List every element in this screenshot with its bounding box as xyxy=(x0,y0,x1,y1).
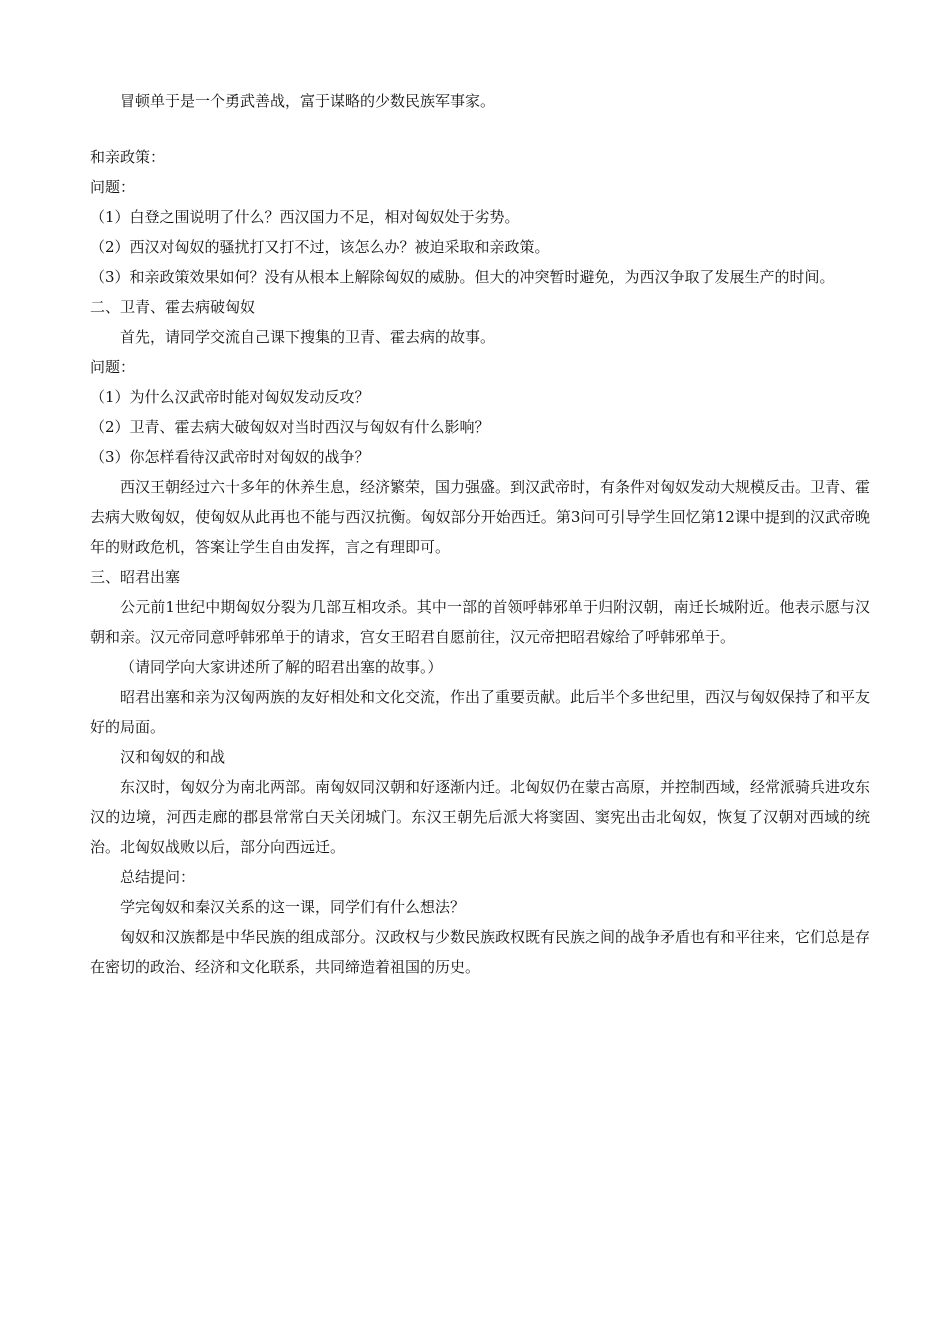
question-item: （3）你怎样看待汉武帝时对匈奴的战争？ xyxy=(90,448,370,466)
paragraph-zhaojun-impact: 昭君出塞和亲为汉匈两族的友好相处和文化交流，作出了重要贡献。此后半个多世纪里，西汉与匈奴保持了和平友好的局面。 xyxy=(90,688,871,736)
heading-heqin-policy: 和亲政策： xyxy=(90,148,166,166)
question-label: 问题： xyxy=(90,358,136,376)
section-heading-zhaojun: 三、昭君出塞 xyxy=(90,568,181,586)
paragraph-summary-question: 学完匈奴和秦汉关系的这一课，同学们有什么想法？ xyxy=(120,898,466,916)
question-item: （1）为什么汉武帝时能对匈奴发动反攻？ xyxy=(90,388,370,406)
subheading-summary: 总结提问： xyxy=(120,868,196,886)
question-item: （3）和亲政策效果如何？没有从根本上解除匈奴的威胁。但大的冲突暂时避免，为西汉争取了发展生产的时间。 xyxy=(90,268,835,286)
subheading-han-xiongnu: 汉和匈奴的和战 xyxy=(120,748,226,766)
question-item: （2）西汉对匈奴的骚扰打又打不过，该怎么办？被迫采取和亲政策。 xyxy=(90,238,550,256)
paragraph-modu: 冒顿单于是一个勇武善战，富于谋略的少数民族军事家。 xyxy=(120,92,496,110)
question-item: （1）白登之围说明了什么？西汉国力不足，相对匈奴处于劣势。 xyxy=(90,208,520,226)
paragraph-summary-answer: 匈奴和汉族都是中华民族的组成部分。汉政权与少数民族政权既有民族之间的战争矛盾也有和平往来，它们总是存在密切的政治、经济和文化联系，共同缔造着祖国的历史。 xyxy=(90,928,871,976)
question-item: （2）卫青、霍去病大破匈奴对当时西汉与匈奴有什么影响？ xyxy=(90,418,490,436)
paragraph-intro-weiqing: 首先，请同学交流自己课下搜集的卫青、霍去病的故事。 xyxy=(120,328,496,346)
document-page xyxy=(90,86,870,982)
paragraph-answer-weiqing: 西汉王朝经过六十多年的休养生息，经济繁荣，国力强盛。到汉武帝时，有条件对匈奴发动大规模反击。卫青、霍去病大败匈奴，使匈奴从此再也不能与西汉抗衡。匈奴部分开始西迁。第3问可引导学生回忆第12课中提到的汉武帝晚年的财政危机，答案让学生自由发挥，言之有理即可。 xyxy=(90,478,871,556)
section-heading-weiqing: 二、卫青、霍去病破匈奴 xyxy=(90,298,256,316)
paragraph-donghan: 东汉时，匈奴分为南北两部。南匈奴同汉朝和好逐渐内迁。北匈奴仍在蒙古高原，并控制西域，经常派骑兵进攻东汉的边境，河西走廊的郡县常常白天关闭城门。东汉王朝先后派大将窦固、窦宪出击北匈奴，恢复了汉朝对西域的统治。北匈奴战败以后，部分向西远迁。 xyxy=(90,778,871,856)
question-label: 问题： xyxy=(90,178,136,196)
paragraph-zhaojun-story: （请同学向大家讲述所了解的昭君出塞的故事。） xyxy=(120,658,443,676)
paragraph-zhaojun: 公元前1世纪中期匈奴分裂为几部互相攻杀。其中一部的首领呼韩邪单于归附汉朝，南迁长城附近。他表示愿与汉朝和亲。汉元帝同意呼韩邪单于的请求，宫女王昭君自愿前往，汉元帝把昭君嫁给了呼韩邪单于。 xyxy=(90,598,870,646)
